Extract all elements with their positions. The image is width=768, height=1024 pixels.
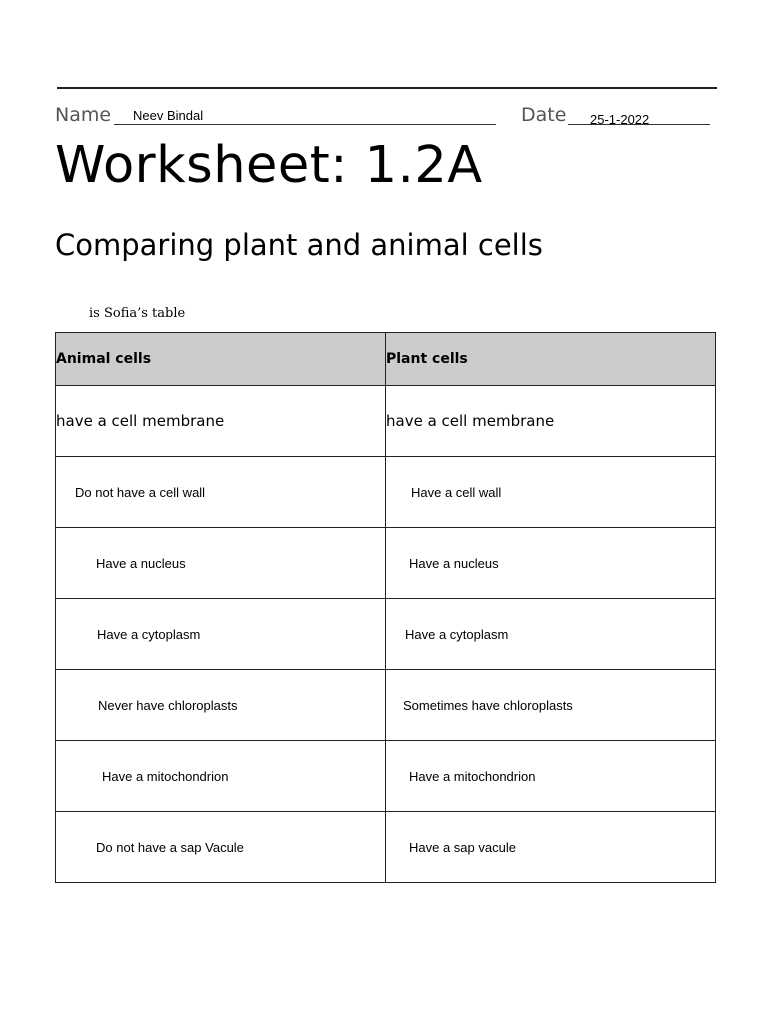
top-rule (57, 87, 717, 89)
table-caption: is Sofia’s table (89, 306, 186, 321)
column-header-animal: Animal cells (56, 333, 386, 386)
name-value: Neev Bindal (133, 108, 204, 123)
animal-cell: have a cell membrane (56, 386, 386, 457)
comparison-table (55, 332, 716, 883)
date-label: Date (521, 104, 567, 126)
table-row (56, 741, 716, 812)
table-row (56, 599, 716, 670)
plant-cell: Have a cell wall (386, 457, 716, 528)
animal-cell: Do not have a sap Vacule (56, 812, 386, 883)
plant-cell: Have a cytoplasm (386, 599, 716, 670)
animal-cell: Do not have a cell wall (56, 457, 386, 528)
animal-cell: Have a cytoplasm (56, 599, 386, 670)
animal-cell: Never have chloroplasts (56, 670, 386, 741)
name-label: Name (55, 104, 112, 126)
table-header-row (56, 333, 716, 386)
table-row (56, 812, 716, 883)
animal-cell: Have a nucleus (56, 528, 386, 599)
column-header-plant: Plant cells (386, 333, 716, 386)
worksheet-subtitle: Comparing plant and animal cells (55, 228, 543, 262)
date-value: 25-1-2022 (590, 112, 650, 127)
table-row (56, 457, 716, 528)
plant-cell: Have a nucleus (386, 528, 716, 599)
table-row (56, 670, 716, 741)
table-row (56, 386, 716, 457)
animal-cell: Have a mitochondrion (56, 741, 386, 812)
plant-cell: Have a mitochondrion (386, 741, 716, 812)
worksheet-title: Worksheet: 1.2A (55, 136, 483, 195)
plant-cell: have a cell membrane (386, 386, 716, 457)
plant-cell: Have a sap vacule (386, 812, 716, 883)
plant-cell: Sometimes have chloroplasts (386, 670, 716, 741)
date-line (568, 124, 710, 125)
name-line (114, 124, 496, 125)
table-row (56, 528, 716, 599)
